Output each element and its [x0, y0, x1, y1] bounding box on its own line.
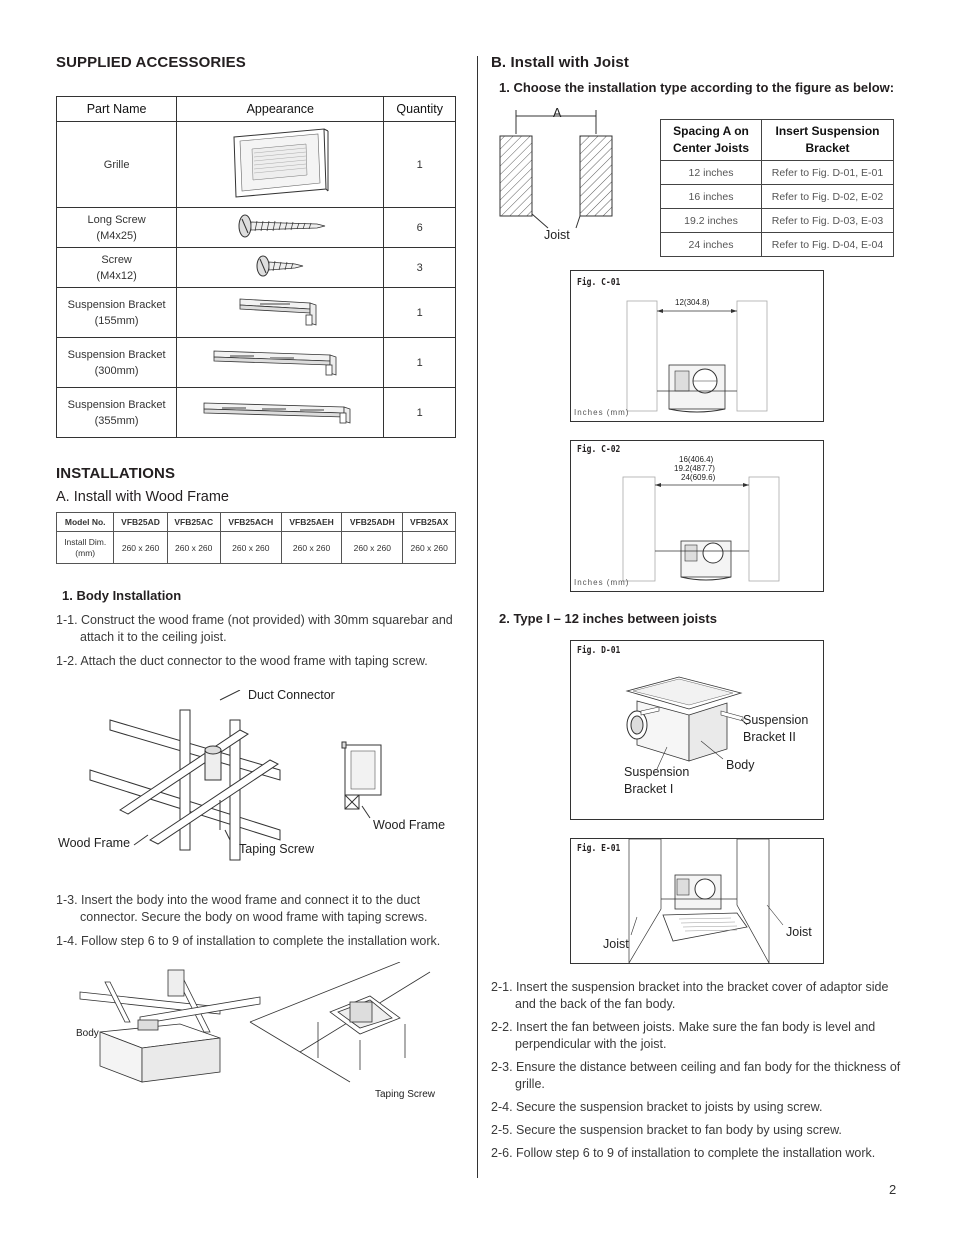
table-row [57, 338, 456, 388]
fig-e01-label: Fig. E-01 [577, 843, 621, 854]
table-row [661, 161, 894, 185]
dim-value: 260 x 260 [342, 532, 403, 564]
spacing-value: 16 inches [661, 185, 762, 209]
joist-install-steps [491, 979, 901, 1162]
table-row [57, 122, 456, 208]
joist-label: Joist [544, 228, 570, 242]
screw-icon [177, 248, 384, 288]
step-text: 2-4. Secure the suspension bracket to joists by using screw. [491, 1100, 823, 1114]
bracket-header: Insert Suspension Bracket [762, 120, 894, 161]
duct-connector-label: Duct Connector [248, 688, 335, 702]
part-spec: (155mm) [94, 314, 139, 327]
part-spec: (M4x25) [96, 229, 137, 242]
joist-spacing-figure [494, 104, 624, 244]
fig-c02-dim2: 19.2(487.7) [674, 464, 715, 473]
part-name: Suspension Bracket [67, 398, 166, 411]
quantity-value: 1 [416, 158, 423, 171]
table-row [57, 208, 456, 248]
bracket-300-icon [177, 338, 384, 388]
install-dim-table [56, 512, 456, 564]
suspension-bracket-2-label: Suspension Bracket II [743, 713, 809, 744]
quantity-value: 1 [416, 306, 423, 319]
body-install-steps [56, 612, 466, 670]
quantity-value: 3 [416, 261, 423, 274]
quantity-value: 1 [416, 356, 423, 369]
part-spec: (M4x12) [96, 269, 137, 282]
taping-screw-label: Taping Screw [239, 842, 315, 856]
long-screw-icon [177, 208, 384, 248]
wood-frame-subheading: A. Install with Wood Frame [56, 489, 229, 505]
quantity-value: 6 [416, 221, 423, 234]
step1-heading: 1. Choose the installation type according to the figure as below: [499, 80, 895, 95]
step-text: 2-2. Insert the fan between joists. Make sure the fan body is level and perpendicular with the joist. [491, 1020, 876, 1051]
joist-left-label: Joist [603, 937, 629, 951]
body-label-d01: Body [726, 758, 755, 772]
fig-c01-units: Inches (mm) [574, 408, 630, 417]
col-quantity: Quantity [384, 97, 456, 122]
body-label: Body [76, 1028, 99, 1039]
part-spec: (355mm) [94, 414, 139, 427]
dim-header: VFB25AEH [281, 513, 341, 532]
table-row [661, 233, 894, 257]
body-install-steps-2 [56, 892, 468, 950]
step-text: 2-5. Secure the suspension bracket to fan body by using screw. [491, 1123, 842, 1137]
bracket-ref: Refer to Fig. D-03, E-03 [762, 209, 894, 233]
part-spec: (300mm) [94, 364, 139, 377]
table-row [661, 209, 894, 233]
quantity-value: 1 [416, 406, 423, 419]
table-row [57, 248, 456, 288]
step-text: 2-3. Ensure the distance between ceiling and fan body for the thickness of grille. [491, 1060, 901, 1091]
spacing-header: Spacing A on Center Joists [661, 120, 762, 161]
step-text: 1-4. Follow step 6 to 9 of installation to complete the installation work. [56, 934, 441, 948]
table-row [57, 288, 456, 338]
step-text: 2-6. Follow step 6 to 9 of installation to complete the installation work. [491, 1146, 876, 1160]
installations-heading: INSTALLATIONS [56, 465, 176, 482]
install-with-joist-heading: B. Install with Joist [491, 54, 629, 71]
fig-d01 [570, 640, 824, 820]
part-name: Long Screw [87, 213, 146, 226]
grille-icon [177, 122, 384, 208]
dim-value: 260 x 260 [220, 532, 281, 564]
part-name: Screw [101, 253, 132, 266]
step-text: 1-2. Attach the duct connector to the wood frame with taping screw. [56, 654, 428, 668]
fig-c01 [570, 270, 824, 422]
part-name: Suspension Bracket [67, 348, 166, 361]
spacing-table [660, 119, 894, 257]
accessories-table [56, 96, 456, 438]
bracket-ref: Refer to Fig. D-04, E-04 [762, 233, 894, 257]
part-name: Grille [103, 158, 130, 171]
bracket-ref: Refer to Fig. D-02, E-02 [762, 185, 894, 209]
fig-e01 [570, 838, 824, 964]
fig-c02-dim1: 16(406.4) [679, 455, 714, 464]
dim-header: Model No. [57, 513, 114, 532]
body-installation-heading: 1. Body Installation [62, 588, 182, 603]
spacing-value: 19.2 inches [661, 209, 762, 233]
page-number: 2 [889, 1182, 897, 1197]
col-part-name: Part Name [57, 97, 177, 122]
wood-frame-label-right: Wood Frame [373, 818, 446, 832]
fig-c02-dim3: 24(609.6) [681, 473, 716, 482]
dim-value: 260 x 260 [167, 532, 220, 564]
body-install-figure [70, 962, 470, 1102]
bracket-155-icon [177, 288, 384, 338]
step-text: 1-1. Construct the wood frame (not provided) with 30mm squarebar and attach it to the ceiling joist. [56, 613, 453, 644]
part-name: Suspension Bracket [67, 298, 166, 311]
dim-row-label: Install Dim. [64, 536, 107, 547]
spacing-value: 24 inches [661, 233, 762, 257]
step-text: 2-1. Insert the suspension bracket into the bracket cover of adaptor side and the back of the fan body. [491, 980, 889, 1011]
table-row [57, 388, 456, 438]
column-divider [477, 56, 478, 1178]
fig-d01-label: Fig. D-01 [577, 645, 621, 656]
col-appearance: Appearance [177, 97, 384, 122]
taping-screw-label-2: Taping Screw [375, 1089, 436, 1100]
dim-header: VFB25ACH [220, 513, 281, 532]
suspension-bracket-1-label: Suspension Bracket I [624, 765, 690, 796]
dim-header: VFB25AC [167, 513, 220, 532]
wood-frame-label-left: Wood Frame [58, 836, 131, 850]
spacing-a-label: A [553, 106, 562, 120]
dim-value: 260 x 260 [281, 532, 341, 564]
supplied-accessories-heading: SUPPLIED ACCESSORIES [56, 54, 246, 71]
joist-right-label: Joist [786, 925, 812, 939]
fig-c02 [570, 440, 824, 592]
fig-c01-label: Fig. C-01 [577, 277, 621, 288]
dim-value: 260 x 260 [403, 532, 456, 564]
table-row [661, 185, 894, 209]
table-row [57, 532, 456, 564]
dim-header: VFB25AX [403, 513, 456, 532]
bracket-ref: Refer to Fig. D-01, E-01 [762, 161, 894, 185]
dim-value: 260 x 260 [114, 532, 167, 564]
step2-heading: 2. Type I – 12 inches between joists [499, 611, 717, 626]
fig-c02-label: Fig. C-02 [577, 444, 621, 455]
dim-row-unit: (mm) [75, 547, 96, 558]
dim-header: VFB25ADH [342, 513, 403, 532]
step-text: 1-3. Insert the body into the wood frame and connect it to the duct connector. Secure the body on wood frame with taping screws. [56, 893, 428, 924]
fig-c01-dim: 12(304.8) [675, 298, 710, 307]
spacing-value: 12 inches [661, 161, 762, 185]
bracket-355-icon [177, 388, 384, 438]
fig-c02-units: Inches (mm) [574, 578, 630, 587]
dim-header: VFB25AD [114, 513, 167, 532]
